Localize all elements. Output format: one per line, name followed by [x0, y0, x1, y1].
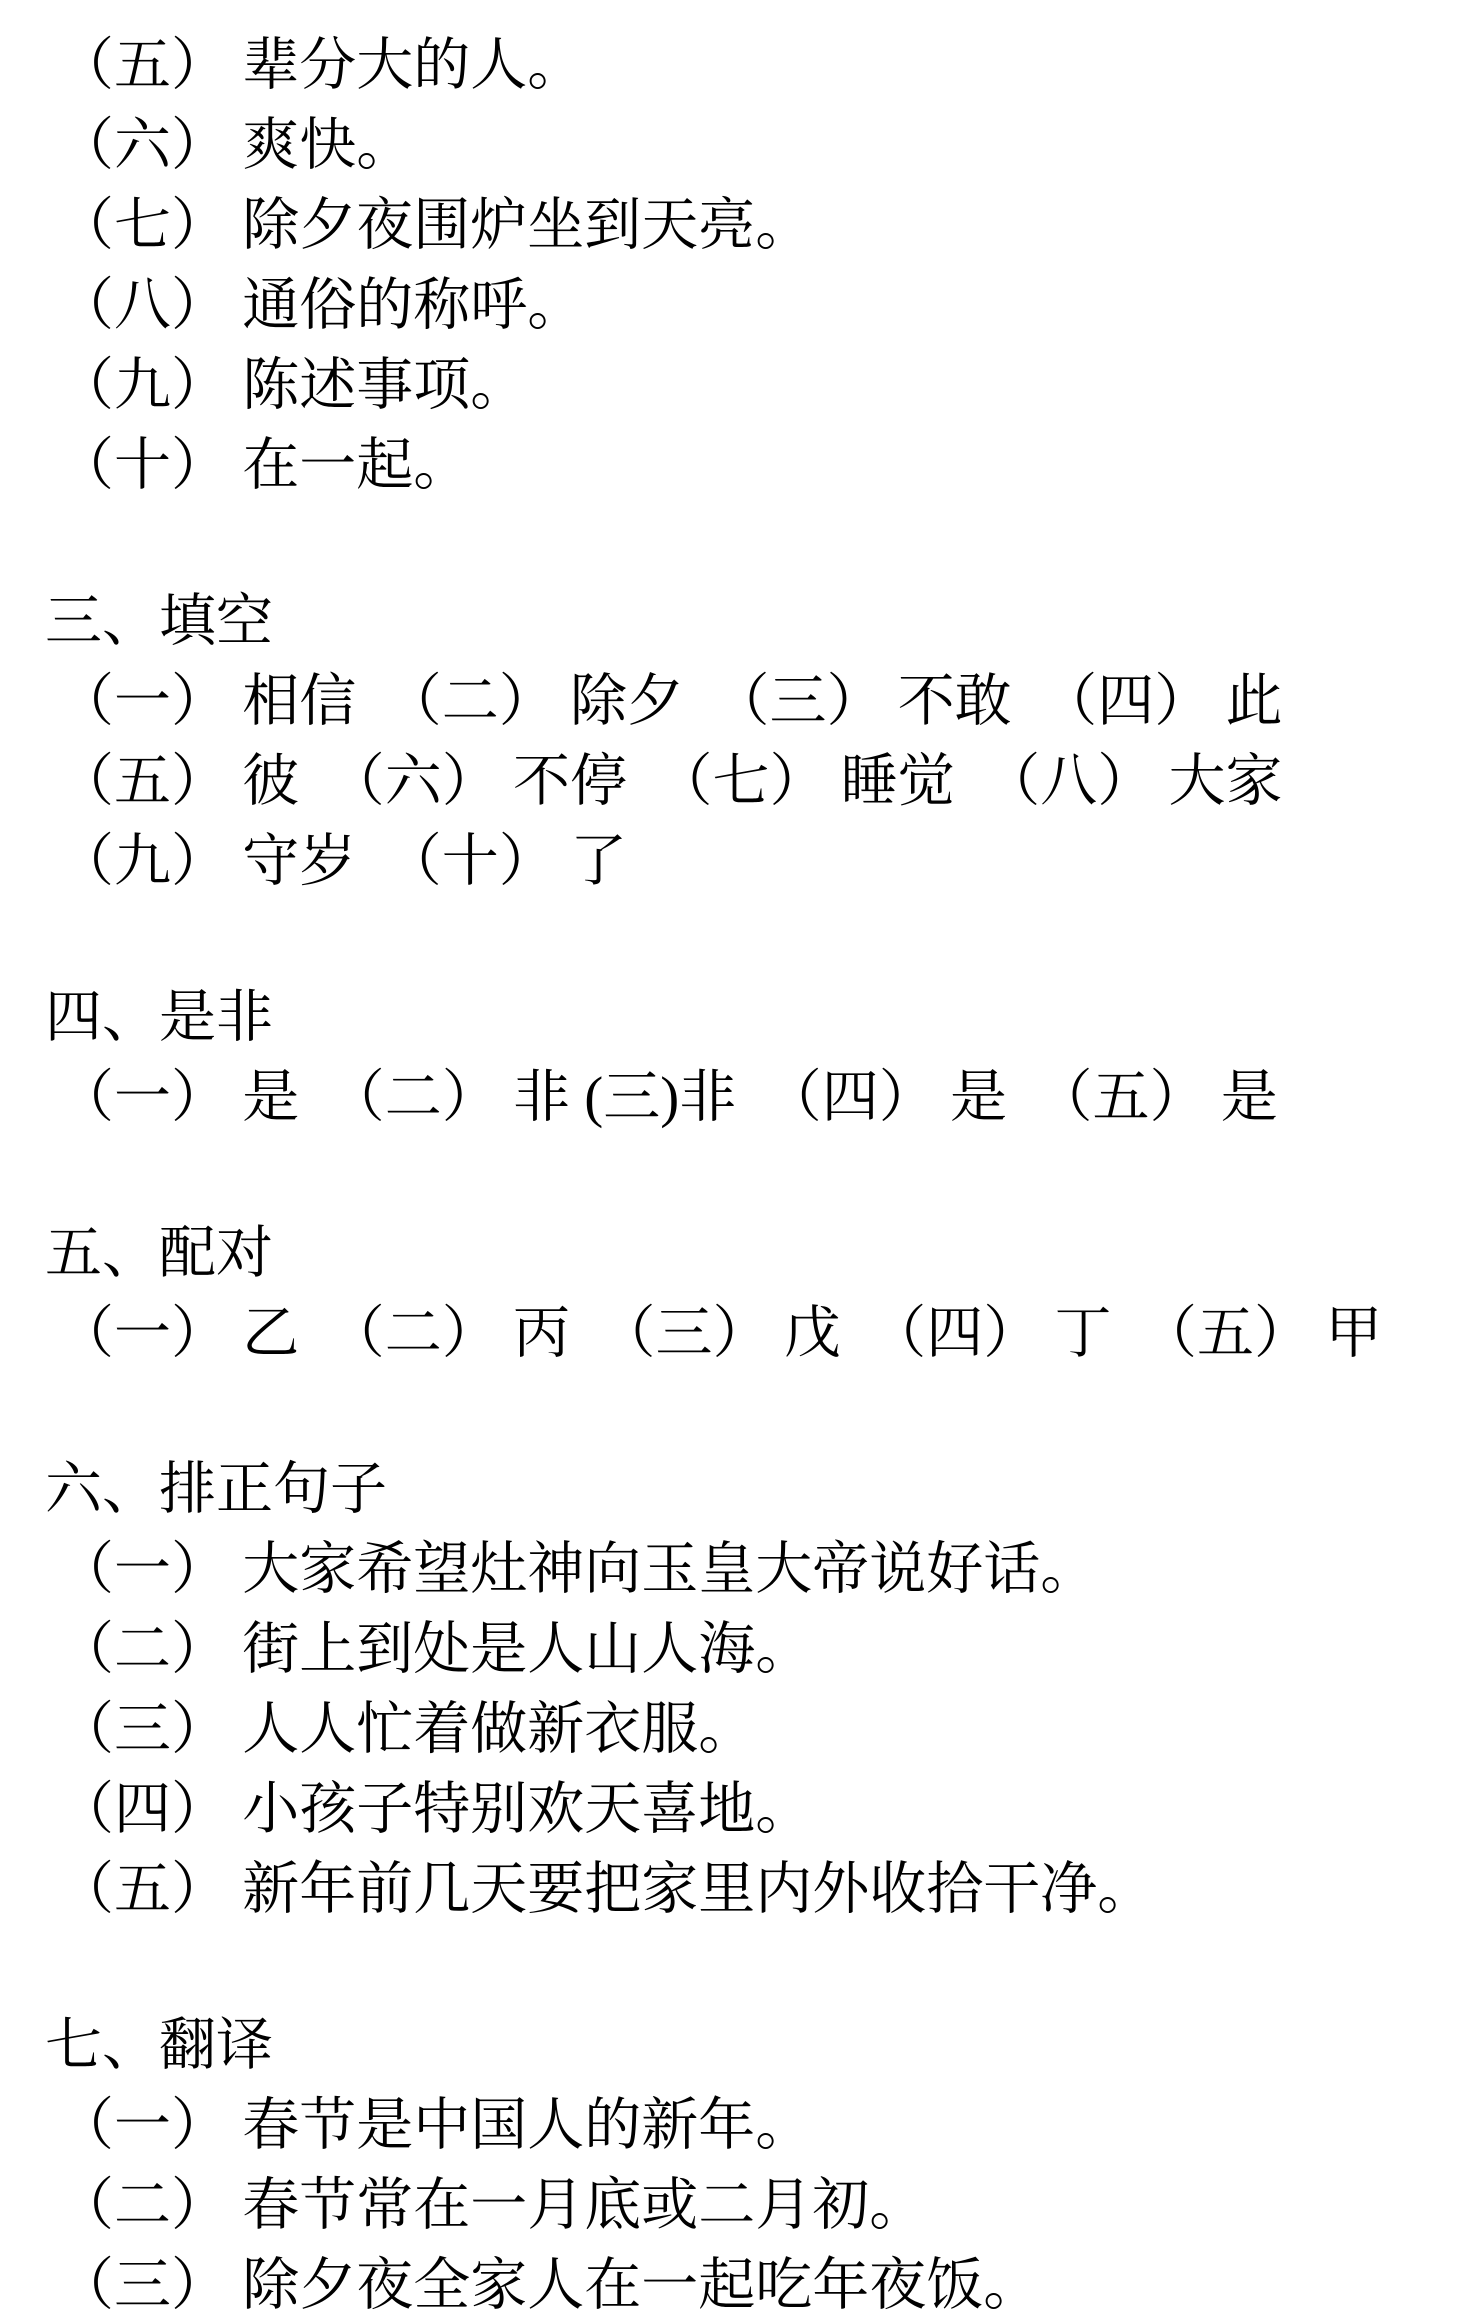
answer-section	[0, 1214, 1433, 1374]
answer-line: （八） 通俗的称呼。	[57, 274, 585, 337]
answer-line: （一） 是 （二） 非 (三)非 （四） 是 （五） 是	[57, 1066, 1278, 1129]
answer-section	[0, 2006, 1433, 2323]
answer-line: （五） 彼 （六） 不停 （七） 睡觉 （八） 大家	[57, 750, 1283, 813]
answer-section	[0, 582, 1433, 902]
answer-line: （一） 相信 （二） 除夕 （三） 不敢 （四） 此	[57, 670, 1283, 733]
answer-line: （一） 乙 （二） 丙 （三） 戊 （四） 丁 （五） 甲	[57, 1302, 1383, 1365]
answer-line: （二） 春节常在一月底或二月初。	[57, 2174, 927, 2237]
answer-line: （十） 在一起。	[57, 434, 471, 497]
answer-section	[0, 26, 1433, 506]
section-heading: 三、填空	[45, 590, 273, 653]
section-heading: 四、是非	[45, 986, 273, 1049]
answer-line: （一） 大家希望灶神向玉皇大帝说好话。	[57, 1538, 1098, 1601]
answer-line: （三） 除夕夜全家人在一起吃年夜饭。	[57, 2254, 1041, 2317]
answer-line: （三） 人人忙着做新衣服。	[57, 1698, 756, 1761]
answer-line: （七） 除夕夜围炉坐到天亮。	[57, 194, 813, 257]
answer-line: （二） 街上到处是人山人海。	[57, 1618, 813, 1681]
section-heading: 六、排正句子	[45, 1458, 387, 1521]
answer-line: （一） 春节是中国人的新年。	[57, 2094, 813, 2157]
answer-section	[0, 1450, 1433, 1930]
section-heading: 五、配对	[45, 1222, 273, 1285]
answer-line: （五） 辈分大的人。	[57, 34, 585, 97]
answer-line: （六） 爽快。	[57, 114, 414, 177]
section-heading: 七、翻译	[45, 2014, 273, 2077]
answer-line: （九） 陈述事项。	[57, 354, 528, 417]
answer-line: （五） 新年前几天要把家里内外收拾干净。	[57, 1858, 1155, 1921]
answer-line: （四） 小孩子特别欢天喜地。	[57, 1778, 813, 1841]
answer-line: （九） 守岁 （十） 了	[57, 830, 627, 893]
answer-section	[0, 978, 1433, 1138]
